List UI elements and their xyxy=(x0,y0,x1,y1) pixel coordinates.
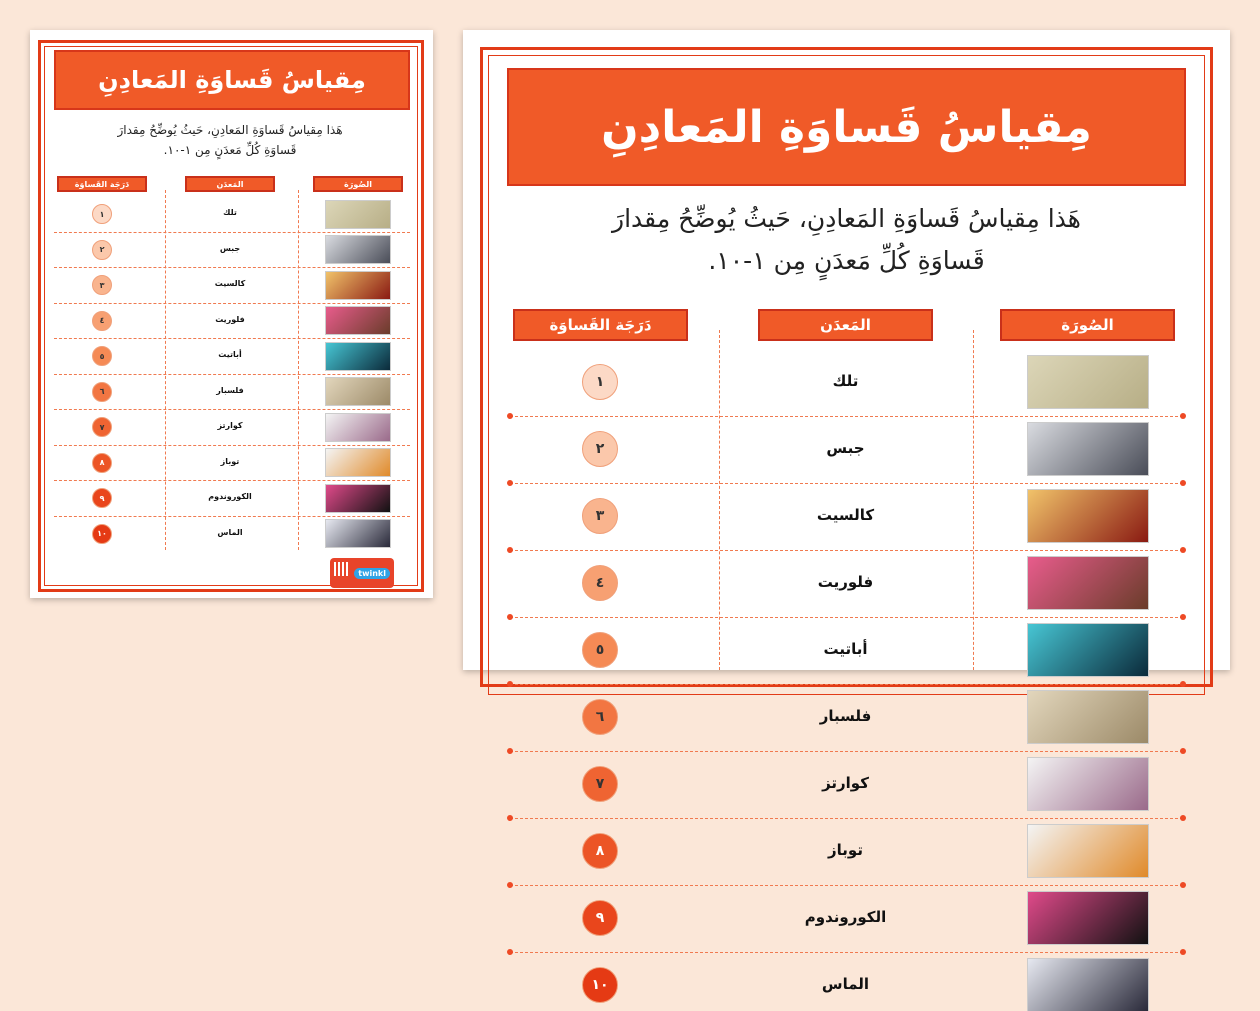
hardness-badge: ٣ xyxy=(92,275,112,295)
hardness-badge: ١ xyxy=(582,364,618,400)
thumbnail-intro-line-2: قَساوَةِ كُلِّ مَعدَنٍ مِن ١-١٠. xyxy=(163,143,297,157)
mineral-name: فلوريت xyxy=(215,314,245,324)
mineral-name: أباتيت xyxy=(218,350,242,360)
row-divider xyxy=(54,303,410,304)
mineral-image xyxy=(326,201,390,228)
row-divider xyxy=(54,267,410,268)
mineral-name: كوارتز xyxy=(822,773,869,792)
hardness-badge: ١٠ xyxy=(582,967,618,1003)
mineral-name: الكوروندوم xyxy=(208,492,252,502)
hardness-badge: ٤ xyxy=(92,311,112,331)
mineral-image xyxy=(1028,356,1148,408)
intro-text xyxy=(563,198,1130,282)
mineral-image xyxy=(326,343,390,370)
thumbnail-header-hardness: دَرَجَة القَساوَة xyxy=(57,176,147,192)
hardness-badge: ٩ xyxy=(582,900,618,936)
hardness-badge: ٢ xyxy=(582,431,618,467)
mineral-name: جبس xyxy=(826,438,865,457)
row-divider-dot xyxy=(1180,480,1186,486)
mineral-name: الماس xyxy=(217,527,243,537)
intro-line-1: هَذا مِقياسُ قَساوَةِ المَعادِنِ، حَيثُ يُوضِّحُ مِقدارَ xyxy=(612,204,1081,233)
row-divider-dot xyxy=(1180,748,1186,754)
row-divider xyxy=(510,751,1183,752)
row-divider-dot xyxy=(507,480,513,486)
row-divider-dot xyxy=(1180,949,1186,955)
row-divider xyxy=(54,338,410,339)
page-title: مِقياسُ قَساوَةِ المَعادِنِ xyxy=(507,68,1186,186)
column-divider xyxy=(973,330,974,670)
mineral-image xyxy=(1028,423,1148,475)
twinkl-logo xyxy=(330,558,394,588)
row-divider-dot xyxy=(1180,614,1186,620)
row-divider xyxy=(510,550,1183,551)
row-divider-dot xyxy=(1180,681,1186,687)
thumbnail-intro xyxy=(70,120,390,160)
mineral-name: الكوروندوم xyxy=(804,907,887,926)
row-divider xyxy=(54,445,410,446)
mineral-name: توباز xyxy=(828,840,863,859)
mineral-image xyxy=(1028,892,1148,944)
column-divider xyxy=(165,190,166,550)
mineral-image xyxy=(326,236,390,263)
qr-code-icon xyxy=(334,562,348,576)
hardness-badge: ١٠ xyxy=(92,524,112,544)
row-divider-dot xyxy=(507,547,513,553)
thumbnail-header-mineral: المَعدَن xyxy=(185,176,275,192)
mineral-name: تلك xyxy=(223,208,237,218)
hardness-badge: ٧ xyxy=(582,766,618,802)
column-divider xyxy=(719,330,720,670)
row-divider xyxy=(54,374,410,375)
mineral-image xyxy=(1028,959,1148,1011)
thumbnail-intro-line-1: هَذا مِقياسُ قَساوَةِ المَعادِنِ، حَيثُ يُوضِّحُ مِقدارَ xyxy=(117,123,343,137)
row-divider-dot xyxy=(507,681,513,687)
mineral-image xyxy=(1028,825,1148,877)
row-divider xyxy=(510,617,1183,618)
mineral-name: فلسبار xyxy=(216,385,244,395)
hardness-badge: ٧ xyxy=(92,417,112,437)
hardness-badge: ٦ xyxy=(92,382,112,402)
row-divider xyxy=(54,480,410,481)
row-divider-dot xyxy=(1180,882,1186,888)
thumbnail-sheet xyxy=(30,30,433,598)
hardness-badge: ٨ xyxy=(92,453,112,473)
mineral-name: كالسيت xyxy=(816,505,875,524)
row-divider xyxy=(510,483,1183,484)
column-divider xyxy=(298,190,299,550)
mineral-image xyxy=(1028,691,1148,743)
row-divider xyxy=(510,684,1183,685)
mineral-name: كالسيت xyxy=(214,279,246,289)
twinkl-logo-text: twinkl xyxy=(354,568,390,579)
row-divider-dot xyxy=(1180,413,1186,419)
row-divider xyxy=(510,818,1183,819)
row-divider xyxy=(510,952,1183,953)
hardness-badge: ٩ xyxy=(92,488,112,508)
mineral-image xyxy=(1028,758,1148,810)
mineral-image xyxy=(1028,624,1148,676)
hardness-badge: ٤ xyxy=(582,565,618,601)
hardness-badge: ٥ xyxy=(92,346,112,366)
row-divider-dot xyxy=(507,413,513,419)
mineral-image xyxy=(326,520,390,547)
row-divider-dot xyxy=(1180,547,1186,553)
row-divider xyxy=(54,409,410,410)
row-divider-dot xyxy=(507,748,513,754)
row-divider xyxy=(54,232,410,233)
intro-line-2: قَساوَةِ كُلِّ مَعدَنٍ مِن ١-١٠. xyxy=(708,246,985,275)
mineral-image xyxy=(326,485,390,512)
row-divider-dot xyxy=(507,614,513,620)
header-hardness: دَرَجَة القَساوَة xyxy=(513,309,688,341)
hardness-badge: ٨ xyxy=(582,833,618,869)
row-divider-dot xyxy=(1180,815,1186,821)
mineral-image xyxy=(1028,557,1148,609)
mineral-name: أباتيت xyxy=(823,639,868,658)
mineral-name: الماس xyxy=(821,974,870,993)
row-divider xyxy=(510,885,1183,886)
header-image: الصُورَة xyxy=(1000,309,1175,341)
hardness-badge: ١ xyxy=(92,204,112,224)
row-divider-dot xyxy=(507,949,513,955)
row-divider xyxy=(510,416,1183,417)
mineral-image xyxy=(326,414,390,441)
mineral-name: تلك xyxy=(832,371,859,390)
hardness-badge: ٢ xyxy=(92,240,112,260)
mineral-name: جبس xyxy=(219,243,241,253)
row-divider-dot xyxy=(507,815,513,821)
mineral-image xyxy=(326,449,390,476)
mineral-image xyxy=(326,378,390,405)
mineral-image xyxy=(1028,490,1148,542)
row-divider xyxy=(54,516,410,517)
mineral-name: كوارتز xyxy=(217,421,243,431)
mineral-name: فلوريت xyxy=(817,572,874,591)
thumbnail-header-image: الصُورَة xyxy=(313,176,403,192)
thumbnail-title: مِقياسُ قَساوَةِ المَعادِنِ xyxy=(54,50,410,110)
mineral-image xyxy=(326,307,390,334)
main-sheet xyxy=(463,30,1230,993)
row-divider-dot xyxy=(507,882,513,888)
header-mineral: المَعدَن xyxy=(758,309,933,341)
hardness-badge: ٣ xyxy=(582,498,618,534)
hardness-badge: ٦ xyxy=(582,699,618,735)
mineral-name: توباز xyxy=(220,456,240,466)
mineral-name: فلسبار xyxy=(819,706,872,725)
hardness-badge: ٥ xyxy=(582,632,618,668)
mineral-image xyxy=(326,272,390,299)
